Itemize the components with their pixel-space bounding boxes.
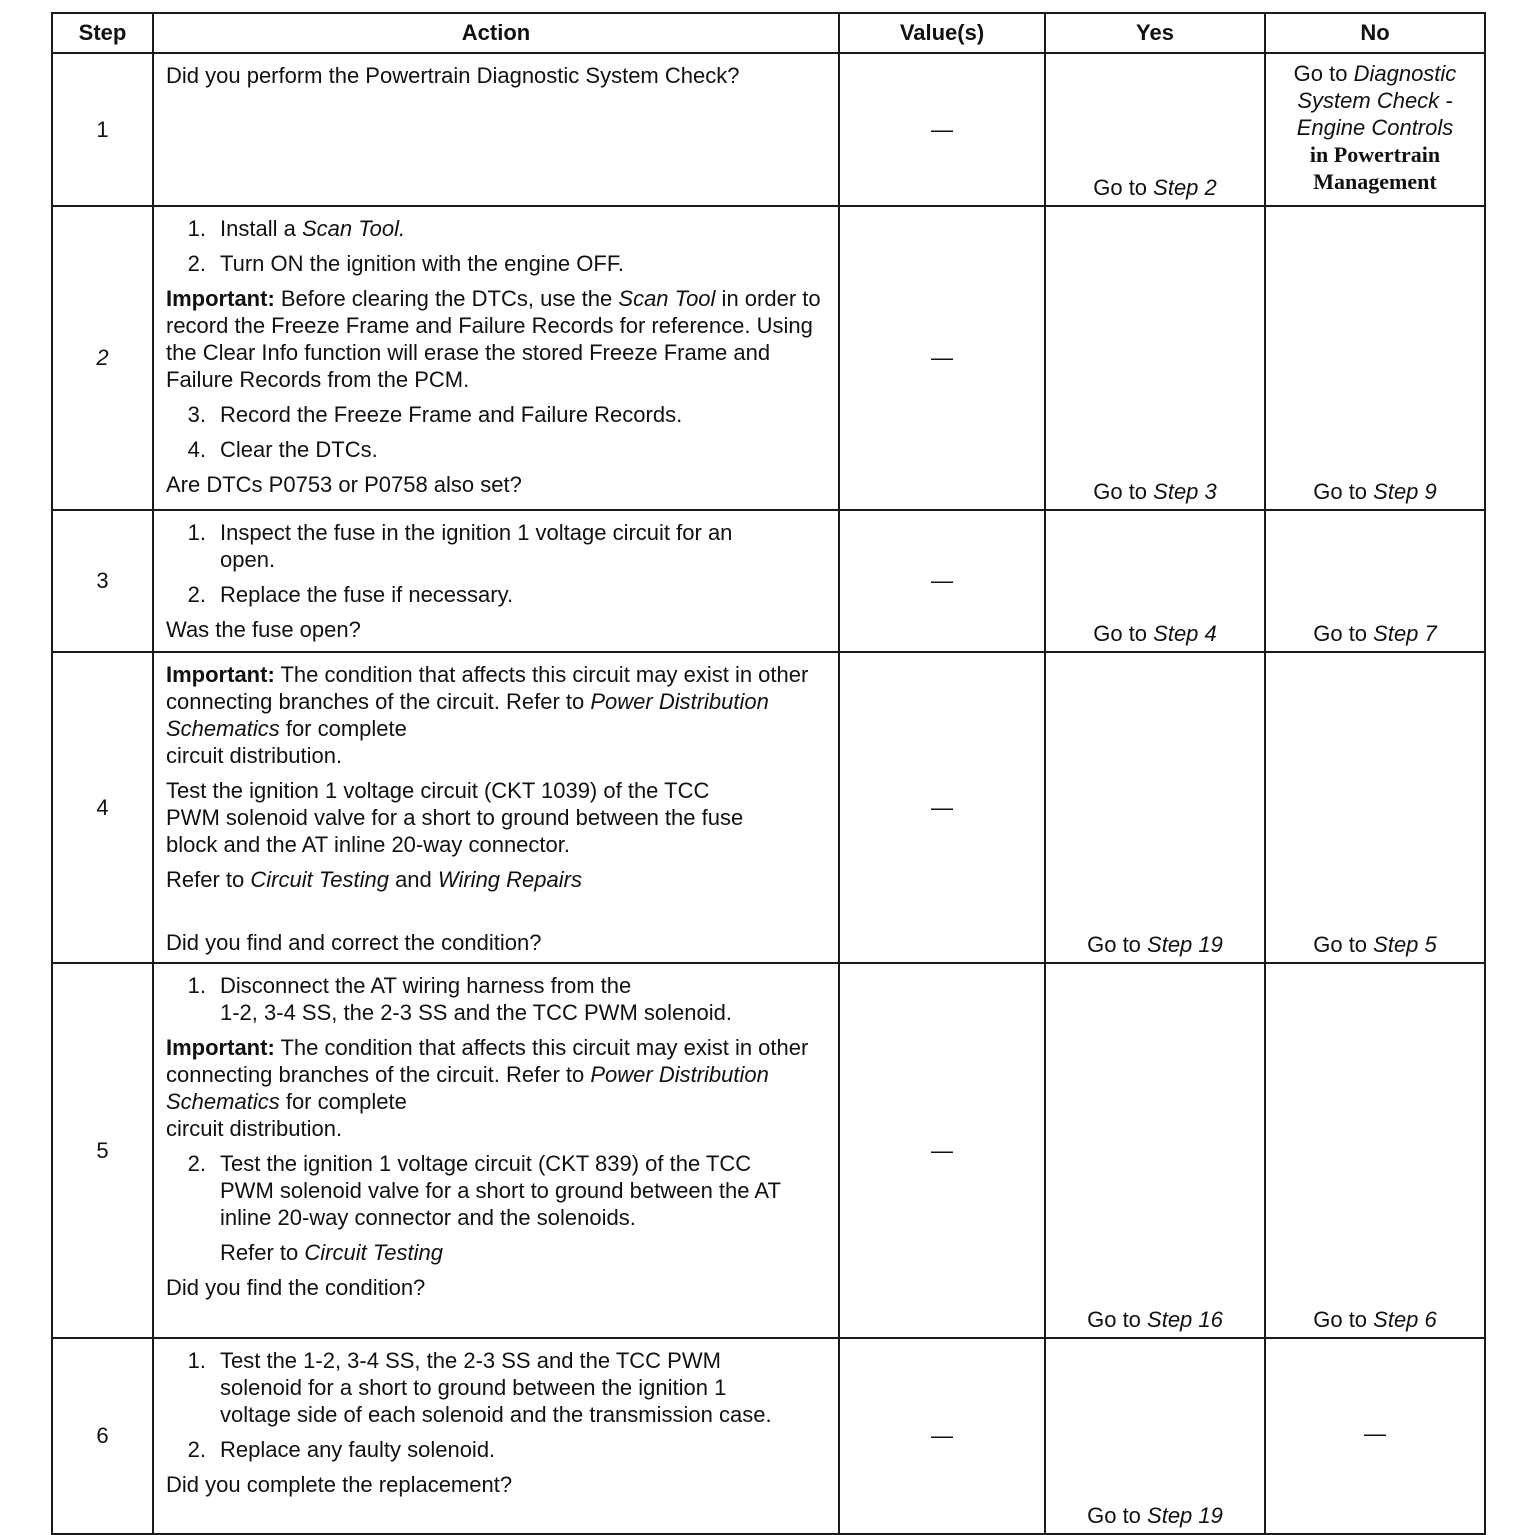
list-number: 4. [187, 437, 206, 462]
no-prefix: Go to [1313, 932, 1374, 957]
action-cell [153, 1338, 839, 1534]
yes-prefix: Go to [1093, 479, 1154, 504]
list-text: 1-2, 3-4 SS, the 2-3 SS and the TCC PWM solenoid. [220, 1000, 732, 1025]
list-number: 1. [187, 973, 206, 998]
yes-prefix: Go to [1093, 621, 1154, 646]
list-number: 2. [187, 582, 206, 607]
list-text: Replace any faulty solenoid. [220, 1437, 496, 1462]
action-cell [153, 963, 839, 1338]
no-suffix-line1: in Powertrain [1309, 142, 1441, 167]
power-distribution-link[interactable]: Power Distribution Schematics [166, 1062, 769, 1114]
scan-tool-link[interactable]: Scan Tool [618, 286, 716, 311]
no-cell: — [1265, 1338, 1485, 1534]
refer-mid: and [388, 867, 438, 892]
important-text: for complete [279, 716, 407, 741]
value-cell: — [839, 1338, 1045, 1534]
no-link[interactable]: Step 5 [1373, 932, 1437, 957]
important-text: The condition that affects this circuit may exist in other connecting branches of the circuit. Refer to [166, 1035, 809, 1087]
step-number: 1 [52, 53, 153, 206]
table-row-step-1 [52, 53, 1485, 206]
important-text: Before clearing the DTCs, use the [274, 286, 619, 311]
value-cell: — [839, 963, 1045, 1338]
list-item [166, 519, 828, 573]
important-label: Important: [166, 662, 275, 687]
yes-link[interactable]: Step 4 [1153, 621, 1217, 646]
table-row-step-2 [52, 206, 1485, 510]
step-number: 6 [52, 1338, 153, 1534]
scan-tool-link[interactable]: Scan Tool. [301, 216, 406, 241]
list-item [166, 250, 828, 277]
yes-cell [1045, 206, 1265, 510]
table-row-step-5 [52, 963, 1485, 1338]
header-step: Step [52, 13, 153, 53]
list-number: 1. [187, 520, 206, 545]
no-prefix: Go to [1293, 61, 1354, 86]
question-text: Did you perform the Powertrain Diagnostic System Check? [166, 63, 740, 88]
value-cell: — [839, 510, 1045, 652]
list-number: 2. [187, 1437, 206, 1462]
refer-line [166, 866, 828, 893]
list-number: 2. [187, 1151, 206, 1176]
no-prefix: Go to [1313, 479, 1374, 504]
list-item [166, 401, 828, 428]
table-row-step-6 [52, 1338, 1485, 1534]
list-item [166, 436, 828, 463]
list-text: Install a [220, 216, 302, 241]
action-cell [153, 206, 839, 510]
list-text: Disconnect the AT wiring harness from the [220, 973, 632, 998]
step-number: 2 [52, 206, 153, 510]
question-text: Did you find and correct the condition? [166, 930, 542, 955]
yes-cell [1045, 652, 1265, 963]
header-values: Value(s) [839, 13, 1045, 53]
yes-prefix: Go to [1087, 932, 1148, 957]
diagnostic-table [51, 12, 1486, 1535]
table-row-step-3 [52, 510, 1485, 652]
important-text: in order to record the Freeze Frame and Failure Records for reference. Using the Clear Info function will erase the stored Freeze Frame and Failure Records from the PCM. [166, 286, 821, 392]
important-text: for complete [279, 1089, 407, 1114]
no-link[interactable]: Step 6 [1373, 1307, 1437, 1332]
list-item [166, 1239, 828, 1266]
important-note [166, 1034, 828, 1142]
yes-link[interactable]: Step 19 [1147, 932, 1223, 957]
table-header-row [52, 13, 1485, 53]
refer-prefix: Refer to [220, 1240, 305, 1265]
yes-cell [1045, 963, 1265, 1338]
important-note [166, 661, 828, 769]
yes-prefix: Go to [1087, 1307, 1148, 1332]
circuit-testing-link[interactable]: Circuit Testing [304, 1240, 443, 1265]
yes-cell [1045, 53, 1265, 206]
list-text: Replace the fuse if necessary. [220, 582, 514, 607]
action-cell [153, 652, 839, 963]
yes-link[interactable]: Step 3 [1153, 479, 1217, 504]
step-number: 5 [52, 963, 153, 1338]
value-cell: — [839, 206, 1045, 510]
list-number: 2. [187, 251, 206, 276]
list-text: Test the 1-2, 3-4 SS, the 2-3 SS and the TCC PWM solenoid for a short to ground between the ignition 1 voltage side of each solenoid and the transmission case. [220, 1348, 772, 1427]
action-cell [153, 510, 839, 652]
list-item [166, 1347, 828, 1428]
important-text: The condition that affects this circuit may exist in other connecting branches of the circuit. Refer to [166, 662, 809, 714]
yes-prefix: Go to [1087, 1503, 1148, 1528]
no-link[interactable]: Step 9 [1373, 479, 1437, 504]
list-text: Clear the DTCs. [220, 437, 378, 462]
step-number: 3 [52, 510, 153, 652]
list-item [166, 215, 828, 242]
list-number: 3. [187, 402, 206, 427]
important-text: circuit distribution. [166, 1116, 343, 1141]
no-cell [1265, 510, 1485, 652]
header-action: Action [153, 13, 839, 53]
list-item [166, 1150, 828, 1231]
value-cell: — [839, 652, 1045, 963]
power-distribution-link[interactable]: Power Distribution Schematics [166, 689, 769, 741]
circuit-testing-link[interactable]: Circuit Testing [250, 867, 389, 892]
yes-link[interactable]: Step 2 [1153, 175, 1217, 200]
list-item [166, 1436, 828, 1463]
question-text: Did you find the condition? [166, 1275, 426, 1300]
list-text: Test the ignition 1 voltage circuit (CKT 839) of the TCC PWM solenoid valve for a short to ground between the AT inline 20-way connector and the solenoids. [220, 1151, 781, 1230]
important-label: Important: [166, 286, 275, 311]
no-link[interactable]: Step 7 [1373, 621, 1437, 646]
important-note [166, 285, 828, 393]
question-text: Was the fuse open? [166, 617, 361, 642]
no-cell [1265, 53, 1485, 206]
important-text: circuit distribution. [166, 743, 343, 768]
yes-link[interactable]: Step 19 [1147, 1503, 1223, 1528]
question-text: Did you complete the replacement? [166, 1472, 513, 1497]
no-cell [1265, 963, 1485, 1338]
list-number: 1. [187, 216, 206, 241]
list-item [166, 581, 828, 608]
test-instruction: Test the ignition 1 voltage circuit (CKT 1039) of the TCC PWM solenoid valve for a short to ground between the fuse block and the AT inline 20-way connector. [166, 778, 744, 857]
important-label: Important: [166, 1035, 275, 1060]
step-number: 4 [52, 652, 153, 963]
list-text: Record the Freeze Frame and Failure Records. [220, 402, 683, 427]
no-prefix: Go to [1313, 1307, 1374, 1332]
list-item [166, 972, 828, 1026]
no-cell [1265, 206, 1485, 510]
no-suffix-line2: Management [1313, 169, 1437, 194]
yes-link[interactable]: Step 16 [1147, 1307, 1223, 1332]
yes-cell [1045, 1338, 1265, 1534]
question-text: Are DTCs P0753 or P0758 also set? [166, 472, 522, 497]
value-cell: — [839, 53, 1045, 206]
no-link[interactable]: Diagnostic System Check - Engine Controls [1296, 61, 1457, 140]
no-cell [1265, 652, 1485, 963]
no-prefix: Go to [1313, 621, 1374, 646]
refer-prefix: Refer to [166, 867, 251, 892]
list-number: 1. [187, 1348, 206, 1373]
yes-cell [1045, 510, 1265, 652]
wiring-repairs-link[interactable]: Wiring Repairs [437, 867, 582, 892]
action-cell [153, 53, 839, 206]
list-text: Inspect the fuse in the ignition 1 voltage circuit for an open. [220, 520, 733, 572]
yes-prefix: Go to [1093, 175, 1154, 200]
header-no: No [1265, 13, 1485, 53]
header-yes: Yes [1045, 13, 1265, 53]
table-row-step-4 [52, 652, 1485, 963]
list-text: Turn ON the ignition with the engine OFF. [220, 251, 624, 276]
